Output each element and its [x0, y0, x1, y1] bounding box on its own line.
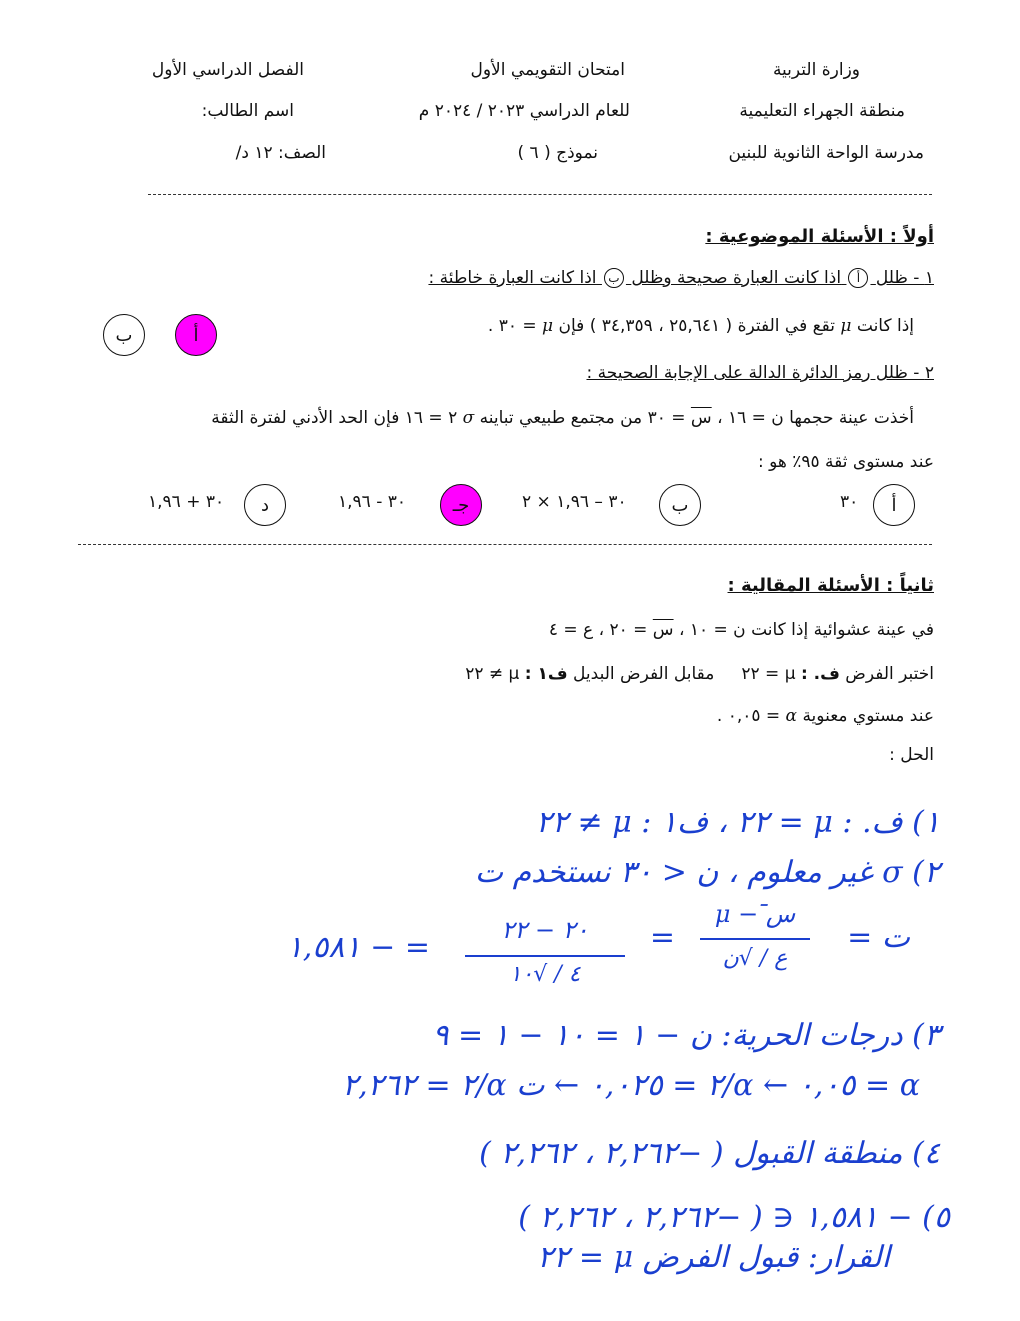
section-divider: [78, 544, 932, 545]
q2-choice-c-text: ٣٠ - ١,٩٦: [338, 492, 407, 512]
q2-choice-c[interactable]: جـ: [440, 484, 482, 526]
solution-label: الحل :: [889, 745, 934, 765]
hw-critical-value: α = ٠,٠٥ ← α/٢ = ٠,٠٢٥ ← ت α/٢ = ٢,٢٦٢: [341, 1068, 920, 1103]
q2-choice-d[interactable]: د: [244, 484, 286, 526]
q2-choice-d-text: ٣٠ + ١,٩٦: [148, 492, 225, 512]
q1-choice-a[interactable]: أ: [175, 314, 217, 356]
hw-frac2-bar: [465, 955, 625, 957]
semester: الفصل الدراسي الأول: [151, 60, 304, 80]
q2-choice-a[interactable]: أ: [873, 484, 915, 526]
essay-line1: في عينة عشوائية إذا كانت ن = ١٠ ، س = ٢٠ ، ع = ٤: [548, 620, 934, 640]
essay-line2: اختبر الفرض ف. : μ = ٢٢ مقابل الفرض البديل ف١ : μ ≠ ٢٢: [465, 664, 934, 684]
hw-line-sigma-unknown: ٢) σ غير معلوم ، ن < ٣٠ نستخدم ت: [474, 855, 940, 890]
section1-title: أولاً : الأسئلة الموضوعية :: [705, 226, 934, 247]
q2-choice-a-text: ٣٠: [840, 492, 859, 512]
ministry-name: وزارة التربية: [772, 60, 860, 80]
q2-line1: أخذت عينة حجمها ن = ١٦ ، س = ٣٠ من مجتمع طبيعي تباينه σ ٢ = ١٦ فإن الحد الأدني لفترة الثقة: [211, 408, 914, 428]
hw-frac2-num: ٢٠ − ٢٢: [501, 916, 589, 944]
hw-frac1-num: س̄ − μ: [714, 900, 796, 928]
hw-degrees-freedom: ٣) درجات الحرية: ن − ١ = ١٠ − ١ = ٩: [432, 1018, 940, 1053]
q1-statement: إذا كانت μ تقع في الفترة ( ٢٥,٦٤١ ، ٣٤,٣٥٩ ) فإن μ = ٣٠ .: [487, 316, 914, 336]
hw-decision: القرار: قبول الفرض μ = ٢٢: [537, 1240, 890, 1275]
mark-a-icon: أ: [848, 268, 868, 288]
q2-choice-b-text: ٣٠ – ١,٩٦ × ٢: [522, 492, 627, 512]
model-number: نموذج ( ٦ ): [517, 143, 598, 163]
hw-line-hypotheses: ١) ف. : μ = ٢٢ ، ف١ : μ ≠ ٢٢: [535, 805, 940, 840]
mark-b-icon: ب: [604, 268, 624, 288]
q2-instruction: ٢ - ظلل رمز الدائرة الدالة على الإجابة الصحيحة :: [586, 363, 934, 383]
hw-frac2-den: ٤ / √١٠: [509, 962, 581, 987]
class-label: الصف: ١٢ د/: [235, 143, 326, 163]
q2-line2: عند مستوى ثقة ٩٥٪ هو :: [757, 452, 934, 472]
hw-acceptance-region: ٤) منطقة القبول ( −٢,٢٦٢ ، ٢,٢٦٢ ): [479, 1136, 940, 1171]
header-divider: [148, 194, 932, 195]
hw-test-stat-result: = − ١,٥٨١: [286, 930, 430, 965]
essay-line3: عند مستوي معنوية α = ٠,٠٥ .: [716, 706, 934, 726]
q2-choice-b[interactable]: ب: [659, 484, 701, 526]
section2-title: ثانياً : الأسئلة المقالية :: [727, 575, 934, 596]
hw-membership: ٥) − ١,٥٨١ ∈ ( −٢,٢٦٢ ، ٢,٢٦٢ ): [518, 1200, 950, 1235]
hw-test-stat-lhs: ت =: [847, 920, 910, 955]
district-name: منطقة الجهراء التعليمية: [739, 101, 905, 121]
hw-frac1-bar: [700, 938, 810, 940]
academic-year: للعام الدراسي ٢٠٢٣ / ٢٠٢٤ م: [418, 101, 630, 121]
q1-instruction: ١ - ظلل أ اذا كانت العبارة صحيحة وظلل ب اذا كانت العبارة خاطئة :: [428, 268, 934, 288]
hw-equals: =: [649, 920, 675, 955]
student-name-label: اسم الطالب:: [201, 101, 294, 121]
exam-title: امتحان التقويمي الأول: [470, 60, 625, 80]
school-name: مدرسة الواحة الثانوية للبنين: [728, 143, 924, 163]
q1-choice-b[interactable]: ب: [103, 314, 145, 356]
hw-frac1-den: ع / √ن: [722, 946, 788, 971]
